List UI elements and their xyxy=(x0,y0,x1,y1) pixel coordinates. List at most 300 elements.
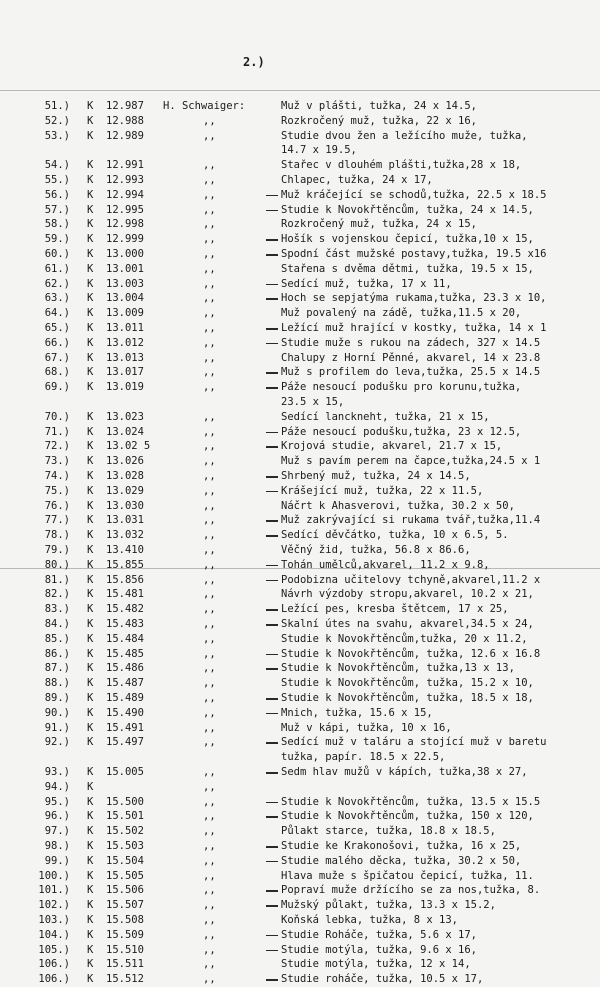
ditto-mark: ,, xyxy=(203,558,216,571)
horizontal-rule xyxy=(0,90,600,91)
inventory-number: 13.000 xyxy=(106,248,144,260)
entry-number: 91.) xyxy=(44,721,70,734)
inventory-number: 12.989 xyxy=(106,129,144,142)
inventory-prefix: K xyxy=(87,484,94,497)
dash-mark xyxy=(266,254,278,256)
dash-mark xyxy=(266,328,278,330)
entry-number: 65.) xyxy=(44,322,70,334)
inventory-number: 13.019 xyxy=(106,381,144,394)
ditto-mark: ,, xyxy=(203,588,216,601)
entry-description: Studie motýla, tužka, 12 x 14, xyxy=(281,958,471,971)
inventory-number: 13.02 5 xyxy=(106,440,151,453)
inventory-prefix: K xyxy=(87,825,94,838)
dash-mark xyxy=(266,195,278,197)
entry-number: 84.) xyxy=(44,618,70,630)
inventory-prefix: K xyxy=(87,203,94,216)
entry-description: Hlava muže s špičatou čepicí, tužka, 11. xyxy=(281,869,534,882)
inventory-prefix: K xyxy=(87,677,94,690)
entry-description: Chalupy z Horní Pěnné, akvarel, 14 x 23.8 xyxy=(281,351,541,364)
inventory-prefix: K xyxy=(87,943,94,956)
list-item xyxy=(0,795,600,810)
inventory-number: 13.001 xyxy=(106,262,144,275)
list-item xyxy=(0,469,600,484)
dash-mark xyxy=(266,935,278,937)
entry-number: 101.) xyxy=(38,884,70,897)
inventory-number: 13.032 xyxy=(106,529,144,542)
list-item xyxy=(0,277,600,292)
ditto-mark: ,, xyxy=(203,233,216,246)
entry-number: 87.) xyxy=(44,662,70,675)
entry-number: 78.) xyxy=(44,529,70,542)
inventory-number: 15.483 xyxy=(106,618,144,630)
entry-number: 58.) xyxy=(44,218,70,231)
author-name: H. Schwaiger: xyxy=(163,100,246,112)
list-item xyxy=(0,573,600,588)
list-item xyxy=(0,425,600,440)
entry-description: Návrh výzdoby stropu,akvarel, 10.2 x 21, xyxy=(281,588,534,601)
inventory-number: 15.511 xyxy=(106,958,144,971)
entry-number: 85.) xyxy=(44,632,70,645)
list-item xyxy=(0,928,600,943)
list-item xyxy=(0,957,600,972)
entry-description: Tohán umělců,akvarel, 11.2 x 9.8, xyxy=(281,558,490,571)
dash-mark xyxy=(266,372,278,374)
list-item xyxy=(0,410,600,425)
entry-number: 74.) xyxy=(44,470,70,482)
inventory-prefix: K xyxy=(87,114,94,127)
ditto-mark: ,, xyxy=(203,603,216,616)
inventory-number: 13.410 xyxy=(106,544,144,556)
ditto-mark: ,, xyxy=(203,721,216,734)
ditto-mark: ,, xyxy=(203,188,216,201)
inventory-prefix: K xyxy=(87,558,94,571)
inventory-prefix: K xyxy=(87,914,94,926)
entry-description: Studie ke Krakonošovi, tužka, 16 x 25, xyxy=(281,840,522,852)
list-item xyxy=(0,602,600,617)
entry-number: 95.) xyxy=(44,795,70,808)
inventory-number: 12.991 xyxy=(106,159,144,172)
list-item xyxy=(0,898,600,913)
entry-description: Muž s profilem do leva,tužka, 25.5 x 14.5 xyxy=(281,366,541,379)
entry-number: 88.) xyxy=(44,677,70,690)
list-item xyxy=(0,291,600,306)
inventory-prefix: K xyxy=(87,766,94,778)
entry-description: Rozkročený muž, tužka, 24 x 15, xyxy=(281,218,477,231)
entry-number: 67.) xyxy=(44,351,70,364)
inventory-prefix: K xyxy=(87,544,94,556)
entry-number: 68.) xyxy=(44,366,70,379)
list-item xyxy=(0,321,600,336)
list-item xyxy=(0,380,600,395)
entry-description: Sedící muž v taláru a stojící muž v baretu xyxy=(281,736,547,749)
list-item xyxy=(0,691,600,706)
entry-description: Sedm hlav mužů v kápích, tužka,38 x 27, xyxy=(281,766,528,778)
inventory-prefix: K xyxy=(87,159,94,172)
entry-description: Chlapec, tužka, 24 x 17, xyxy=(281,174,433,186)
entry-number: 103.) xyxy=(38,914,70,926)
entry-number: 92.) xyxy=(44,736,70,749)
ditto-mark: ,, xyxy=(203,677,216,690)
ditto-mark: ,, xyxy=(203,277,216,290)
list-item xyxy=(0,854,600,869)
ditto-mark: ,, xyxy=(203,470,216,482)
entry-description: Rozkročený muž, tužka, 22 x 16, xyxy=(281,114,477,127)
dash-mark xyxy=(266,535,278,537)
inventory-prefix: K xyxy=(87,588,94,601)
list-item xyxy=(0,499,600,514)
inventory-number: 15.508 xyxy=(106,914,144,926)
list-item xyxy=(0,706,600,721)
entry-description: Spodní část mužské postavy,tužka, 19.5 x16 xyxy=(281,248,547,260)
inventory-number: 15.856 xyxy=(106,573,144,586)
ditto-mark: ,, xyxy=(203,647,216,660)
list-item xyxy=(0,188,600,203)
list-item xyxy=(0,558,600,573)
dash-mark xyxy=(266,772,278,774)
list-item-continuation xyxy=(0,143,600,158)
entry-description: Muž v plášti, tužka, 24 x 14.5, xyxy=(281,100,477,112)
entry-number: 69.) xyxy=(44,381,70,394)
inventory-number: 15.512 xyxy=(106,973,144,986)
entry-description: Stařena s dvěma dětmi, tužka, 19.5 x 15, xyxy=(281,262,534,275)
ditto-mark: ,, xyxy=(203,973,216,986)
ditto-mark: ,, xyxy=(203,632,216,645)
entry-description: Studie malého děcka, tužka, 30.2 x 50, xyxy=(281,854,522,867)
inventory-number: 15.855 xyxy=(106,558,144,571)
inventory-prefix: K xyxy=(87,514,94,527)
inventory-number: 15.509 xyxy=(106,928,144,941)
ditto-mark: ,, xyxy=(203,484,216,497)
list-item xyxy=(0,913,600,928)
inventory-number: 15.491 xyxy=(106,721,144,734)
entry-number: 71.) xyxy=(44,425,70,438)
inventory-number: 12.994 xyxy=(106,188,144,201)
list-item xyxy=(0,306,600,321)
dash-mark xyxy=(266,979,278,981)
inventory-number: 12.995 xyxy=(106,203,144,216)
entry-number: 96.) xyxy=(44,810,70,823)
entry-number: 104.) xyxy=(38,928,70,941)
entry-description: Náčrt k Ahasverovi, tužka, 30.2 x 50, xyxy=(281,499,515,512)
inventory-prefix: K xyxy=(87,869,94,882)
dash-mark xyxy=(266,713,278,715)
entry-number: 73.) xyxy=(44,455,70,468)
inventory-prefix: K xyxy=(87,647,94,660)
inventory-prefix: K xyxy=(87,425,94,438)
entry-description: Studie dvou žen a ležícího muže, tužka, xyxy=(281,129,528,142)
inventory-number: 15.484 xyxy=(106,632,144,645)
entry-description: Muž kráčející se schodů,tužka, 22.5 x 18.5 xyxy=(281,188,547,201)
inventory-number: 13.031 xyxy=(106,514,144,527)
list-item xyxy=(0,824,600,839)
list-item xyxy=(0,721,600,736)
inventory-number: 15.500 xyxy=(106,795,144,808)
list-item xyxy=(0,943,600,958)
ditto-mark: ,, xyxy=(203,248,216,260)
ditto-mark: ,, xyxy=(203,307,216,320)
inventory-number: 13.017 xyxy=(106,366,144,379)
ditto-mark: ,, xyxy=(203,499,216,512)
inventory-number: 13.028 xyxy=(106,470,144,482)
inventory-prefix: K xyxy=(87,277,94,290)
entry-number: 99.) xyxy=(44,854,70,867)
inventory-prefix: K xyxy=(87,854,94,867)
inventory-number: 13.003 xyxy=(106,277,144,290)
inventory-prefix: K xyxy=(87,440,94,453)
inventory-prefix: K xyxy=(87,307,94,320)
inventory-prefix: K xyxy=(87,366,94,379)
list-item xyxy=(0,232,600,247)
entry-number: 86.) xyxy=(44,647,70,660)
entry-description: Hoch se sepjatýma rukama,tužka, 23.3 x 10, xyxy=(281,292,547,305)
inventory-number: 15.482 xyxy=(106,603,144,616)
inventory-number: 13.009 xyxy=(106,307,144,320)
entry-description: Stařec v dlouhém plášti,tužka,28 x 18, xyxy=(281,159,522,172)
dash-mark xyxy=(266,861,278,863)
list-item xyxy=(0,647,600,662)
entry-description: Studie k Novokřtěncům, tužka, 150 x 120, xyxy=(281,810,534,823)
entry-description: Studie k Novokřtěncům,tužka, 20 x 11.2, xyxy=(281,632,528,645)
ditto-mark: ,, xyxy=(203,854,216,867)
entry-number: 62.) xyxy=(44,277,70,290)
entry-description: Ležící muž hrající v kostky, tužka, 14 x 1 xyxy=(281,322,547,334)
ditto-mark: ,, xyxy=(203,292,216,305)
inventory-number: 15.486 xyxy=(106,662,144,675)
inventory-number: 15.506 xyxy=(106,884,144,897)
ditto-mark: ,, xyxy=(203,662,216,675)
entry-description: Studie k Novokřtěncům, tužka, 24 x 14.5, xyxy=(281,203,534,216)
inventory-prefix: K xyxy=(87,100,94,112)
entry-number: 64.) xyxy=(44,307,70,320)
entry-description: Mužský půlakt, tužka, 13.3 x 15.2, xyxy=(281,899,496,912)
dash-mark xyxy=(266,624,278,626)
list-item xyxy=(0,439,600,454)
entry-description: Koňská lebka, tužka, 8 x 13, xyxy=(281,914,459,926)
ditto-mark: ,, xyxy=(203,381,216,394)
inventory-number: 15.005 xyxy=(106,766,144,778)
entry-number: 83.) xyxy=(44,603,70,616)
entry-number: 66.) xyxy=(44,336,70,349)
inventory-prefix: K xyxy=(87,351,94,364)
inventory-prefix: K xyxy=(87,958,94,971)
inventory-prefix: K xyxy=(87,884,94,897)
entry-description: Shrbený muž, tužka, 24 x 14.5, xyxy=(281,470,471,482)
inventory-number: 15.489 xyxy=(106,692,144,704)
dash-mark xyxy=(266,284,278,286)
list-item xyxy=(0,883,600,898)
ditto-mark: ,, xyxy=(203,529,216,542)
ditto-mark: ,, xyxy=(203,322,216,334)
entry-description: Popraví muže držícího se za nos,tužka, 8. xyxy=(281,884,541,897)
entry-description: Muž povalený na zádě, tužka,11.5 x 20, xyxy=(281,307,522,320)
dash-mark xyxy=(266,950,278,952)
ditto-mark: ,, xyxy=(203,766,216,778)
ditto-mark: ,, xyxy=(203,425,216,438)
entry-description: Sedící muž, tužka, 17 x 11, xyxy=(281,277,452,290)
inventory-number: 15.485 xyxy=(106,647,144,660)
list-item xyxy=(0,365,600,380)
inventory-prefix: K xyxy=(87,381,94,394)
ditto-mark: ,, xyxy=(203,899,216,912)
entry-description-continuation: 14.7 x 19.5, xyxy=(281,144,357,157)
inventory-prefix: K xyxy=(87,322,94,334)
entry-description-continuation: tužka, papír. 18.5 x 22.5, xyxy=(281,751,446,764)
entry-description: Studie motýla, tužka, 9.6 x 16, xyxy=(281,943,477,956)
inventory-prefix: K xyxy=(87,632,94,645)
list-item xyxy=(0,972,600,987)
ditto-mark: ,, xyxy=(203,825,216,838)
entry-description: Ležící pes, kresba štětcem, 17 x 25, xyxy=(281,603,509,616)
dash-mark xyxy=(266,802,278,804)
entry-number: 52.) xyxy=(44,114,70,127)
inventory-prefix: K xyxy=(87,573,94,586)
entry-description: Studie k Novokřtěncům, tužka, 15.2 x 10, xyxy=(281,677,534,690)
dash-mark xyxy=(266,668,278,670)
inventory-number: 15.481 xyxy=(106,588,144,601)
entry-number: 57.) xyxy=(44,203,70,216)
entry-number: 53.) xyxy=(44,129,70,142)
list-item xyxy=(0,454,600,469)
page-number: 2.) xyxy=(243,55,265,69)
list-item xyxy=(0,351,600,366)
inventory-number: 15.490 xyxy=(106,706,144,719)
dash-mark xyxy=(266,432,278,434)
ditto-mark: ,, xyxy=(203,336,216,349)
inventory-number: 15.505 xyxy=(106,869,144,882)
entry-description: Studie k Novokřtěncům, tužka,13 x 13, xyxy=(281,662,515,675)
entry-description: Páže nesoucí podušku,tužka, 23 x 12.5, xyxy=(281,425,522,438)
inventory-number: 15.503 xyxy=(106,840,144,852)
inventory-prefix: K xyxy=(87,736,94,749)
inventory-prefix: K xyxy=(87,292,94,305)
dash-mark xyxy=(266,905,278,907)
inventory-number: 12.999 xyxy=(106,233,144,246)
entry-number: 61.) xyxy=(44,262,70,275)
entry-number: 100.) xyxy=(38,869,70,882)
inventory-prefix: K xyxy=(87,455,94,468)
entry-description: Muž zakrývající si rukama tvář,tužka,11.4 xyxy=(281,514,541,527)
entry-number: 106.) xyxy=(38,958,70,971)
entry-description: Studie roháče, tužka, 10.5 x 17, xyxy=(281,973,484,986)
dash-mark xyxy=(266,298,278,300)
inventory-prefix: K xyxy=(87,618,94,630)
inventory-prefix: K xyxy=(87,810,94,823)
entry-number: 98.) xyxy=(44,840,70,852)
entry-number: 102.) xyxy=(38,899,70,912)
entry-number: 72.) xyxy=(44,440,70,453)
inventory-prefix: K xyxy=(87,721,94,734)
ditto-mark: ,, xyxy=(203,869,216,882)
entry-number: 106.) xyxy=(38,973,70,986)
entry-number: 63.) xyxy=(44,292,70,305)
dash-mark xyxy=(266,520,278,522)
ditto-mark: ,, xyxy=(203,736,216,749)
list-item xyxy=(0,617,600,632)
ditto-mark: ,, xyxy=(203,692,216,704)
ditto-mark: ,, xyxy=(203,366,216,379)
inventory-prefix: K xyxy=(87,603,94,616)
inventory-prefix: K xyxy=(87,129,94,142)
inventory-number: 13.013 xyxy=(106,351,144,364)
list-item xyxy=(0,484,600,499)
ditto-mark: ,, xyxy=(203,129,216,142)
dash-mark xyxy=(266,210,278,212)
dash-mark xyxy=(266,343,278,345)
entry-description: Páže nesoucí podušku pro korunu,tužka, xyxy=(281,381,522,394)
list-item xyxy=(0,765,600,780)
ditto-mark: ,, xyxy=(203,884,216,897)
list-item xyxy=(0,114,600,129)
inventory-number: 15.497 xyxy=(106,736,144,749)
entry-description: Krojová studie, akvarel, 21.7 x 15, xyxy=(281,440,503,453)
entry-description-continuation: 23.5 x 15, xyxy=(281,396,345,408)
ditto-mark: ,, xyxy=(203,706,216,719)
dash-mark xyxy=(266,580,278,582)
inventory-number: 13.023 xyxy=(106,410,144,423)
entry-number: 79.) xyxy=(44,544,70,556)
inventory-prefix: K xyxy=(87,470,94,482)
inventory-prefix: K xyxy=(87,780,94,793)
list-item xyxy=(0,173,600,188)
entry-number: 55.) xyxy=(44,174,70,186)
inventory-number: 15.504 xyxy=(106,854,144,867)
entry-number: 60.) xyxy=(44,248,70,260)
list-item xyxy=(0,839,600,854)
dash-mark xyxy=(266,239,278,241)
ditto-mark: ,, xyxy=(203,159,216,172)
ditto-mark: ,, xyxy=(203,840,216,852)
list-item xyxy=(0,661,600,676)
list-item xyxy=(0,735,600,750)
entry-number: 75.) xyxy=(44,484,70,497)
dash-mark xyxy=(266,565,278,567)
ditto-mark: ,, xyxy=(203,780,216,793)
inventory-prefix: K xyxy=(87,795,94,808)
inventory-prefix: K xyxy=(87,218,94,231)
entry-description: Studie k Novokřtěncům, tužka, 12.6 x 16.8 xyxy=(281,647,541,660)
ditto-mark: ,, xyxy=(203,351,216,364)
ditto-mark: ,, xyxy=(203,455,216,468)
entry-number: 76.) xyxy=(44,499,70,512)
inventory-number: 12.993 xyxy=(106,174,144,186)
entry-description: Studie k Novokřtěncům, tužka, 13.5 x 15.5 xyxy=(281,795,541,808)
dash-mark xyxy=(266,654,278,656)
entry-number: 54.) xyxy=(44,159,70,172)
dash-mark xyxy=(266,890,278,892)
inventory-prefix: K xyxy=(87,840,94,852)
inventory-prefix: K xyxy=(87,662,94,675)
entry-description: Podobizna učitelovy tchyně,akvarel,11.2 x xyxy=(281,573,541,586)
entry-description: Muž s pavím perem na čapce,tužka,24.5 x 1 xyxy=(281,455,541,468)
inventory-prefix: K xyxy=(87,706,94,719)
list-item xyxy=(0,262,600,277)
inventory-number: 13.029 xyxy=(106,484,144,497)
list-item xyxy=(0,780,600,795)
inventory-number: 13.030 xyxy=(106,499,144,512)
dash-mark xyxy=(266,742,278,744)
inventory-prefix: K xyxy=(87,188,94,201)
dash-mark xyxy=(266,846,278,848)
dash-mark xyxy=(266,491,278,493)
ditto-mark: ,, xyxy=(203,573,216,586)
ditto-mark: ,, xyxy=(203,928,216,941)
dash-mark xyxy=(266,698,278,700)
list-item xyxy=(0,513,600,528)
list-item xyxy=(0,99,600,114)
list-item xyxy=(0,543,600,558)
entry-number: 89.) xyxy=(44,692,70,704)
inventory-prefix: K xyxy=(87,692,94,704)
